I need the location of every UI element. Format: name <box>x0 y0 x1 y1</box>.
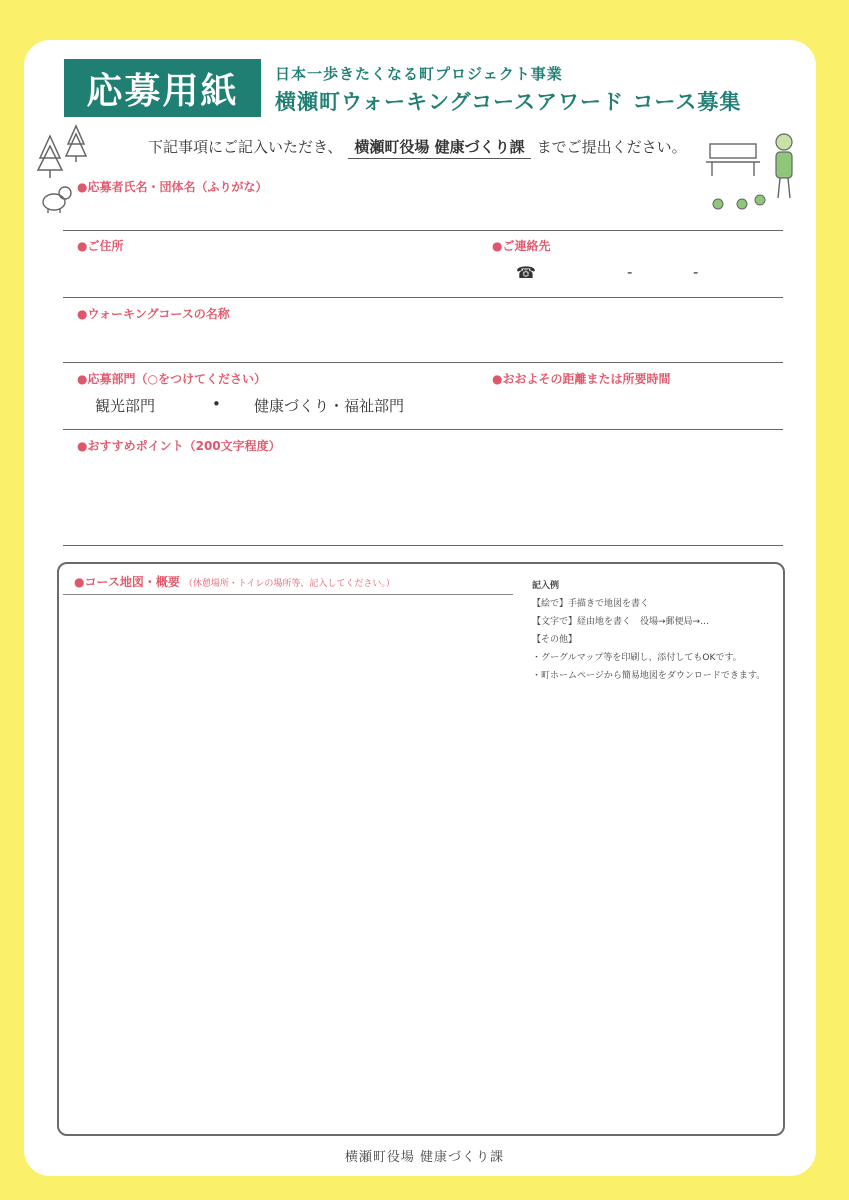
address-field-line[interactable] <box>63 297 783 298</box>
category-field-line[interactable] <box>63 429 783 430</box>
form-title: 応募用紙 <box>64 59 261 117</box>
trees-illustration <box>36 124 90 180</box>
award-subtitle: 横瀬町ウォーキングコースアワード コース募集 <box>275 90 742 114</box>
instruction-before: 下記事項にご記入いただき、 <box>148 138 343 156</box>
course-map-label <box>74 573 395 590</box>
instruction-department: 横瀬町役場 健康づくり課 <box>348 138 530 159</box>
instruction-after: までご提出ください。 <box>536 138 687 156</box>
distance-field-label: ●おおよその距離または所要時間 <box>492 372 671 386</box>
phone-icon: ☎ <box>516 263 536 282</box>
phone-dash-1: - <box>627 263 633 281</box>
example-line: 【文字で】経由地を書く 役場→郵便局→… <box>532 617 710 627</box>
example-title: 記入例 <box>532 581 560 591</box>
course-map-label-line <box>63 594 513 595</box>
project-subtitle: 日本一歩きたくなる町プロジェクト事業 <box>275 65 563 83</box>
example-line: 【絵で】手描きで地図を書く <box>532 599 650 609</box>
footer-department: 横瀬町役場 健康づくり課 <box>344 1150 505 1165</box>
contact-field-label: ●ご連絡先 <box>492 239 551 253</box>
example-line: ・町ホームページから簡易地図をダウンロードできます。 <box>532 671 766 681</box>
example-line: ・グーグルマップ等を印刷し、添付してもOKです。 <box>532 653 742 663</box>
bench-person-illustration <box>704 132 814 222</box>
address-field-label: ●ご住所 <box>77 239 124 253</box>
name-field-label: ●応募者氏名・団体名（ふりがな） <box>77 180 268 194</box>
dog-illustration <box>40 184 74 214</box>
category-option-health[interactable]: 健康づくり・福祉部門 <box>254 397 405 415</box>
category-separator: • <box>212 395 221 413</box>
course-map-note: （休憩場所・トイレの場所等、記入してください。） <box>183 579 395 589</box>
name-field-line[interactable] <box>63 230 783 231</box>
recommend-field-label: ●おすすめポイント（200文字程度） <box>77 439 281 453</box>
course-name-field-label: ●ウォーキングコースの名称 <box>77 307 230 321</box>
example-line: 【その他】 <box>532 635 578 645</box>
example-block <box>532 577 765 685</box>
course-map-title: ●コース地図・概要 <box>74 575 180 589</box>
course-name-field-line[interactable] <box>63 362 783 363</box>
category-field-label: ●応募部門（○をつけてください） <box>77 372 266 386</box>
category-option-tourism[interactable]: 観光部門 <box>95 397 156 415</box>
phone-dash-2: - <box>693 263 699 281</box>
instruction-text <box>148 136 687 157</box>
recommend-field-line[interactable] <box>63 545 783 546</box>
